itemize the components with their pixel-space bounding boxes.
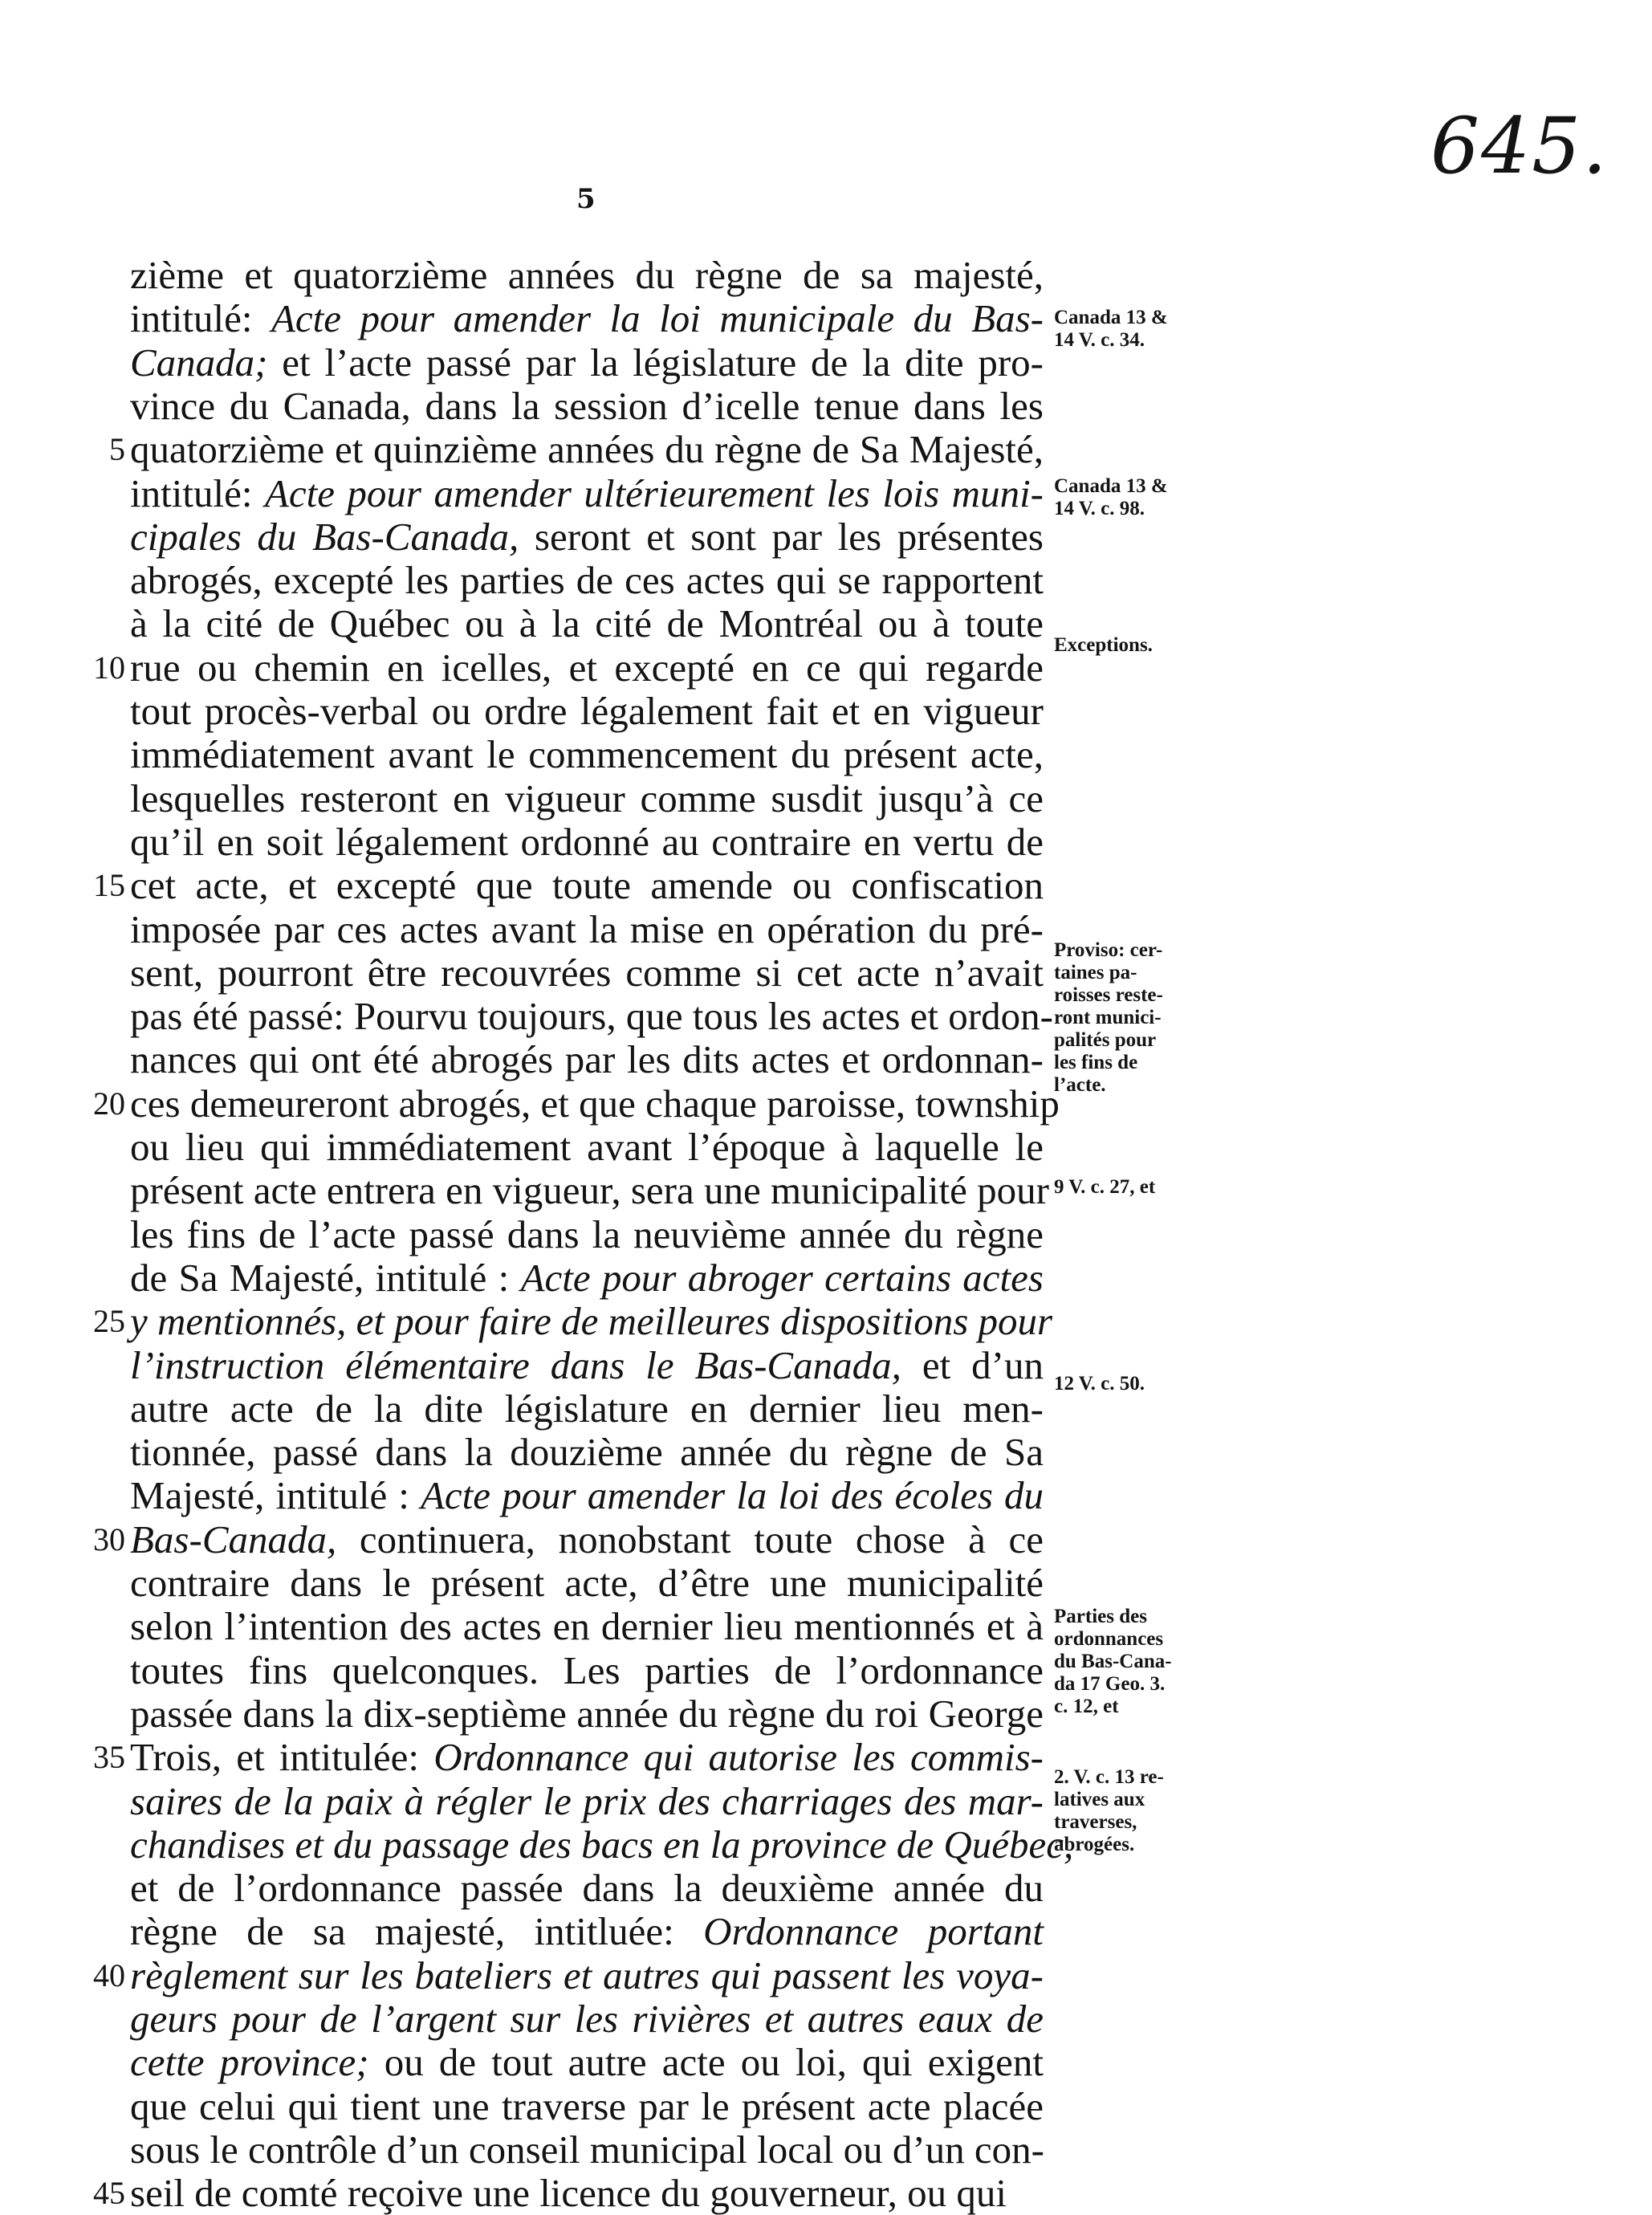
margin-note-line: taines pa-: [1054, 962, 1137, 983]
margin-note-line: traverses,: [1054, 1811, 1137, 1833]
text-line: intitulé: Acte pour amender la loi municipale du Bas-: [130, 296, 1044, 341]
text-line: que celui qui tient une traverse par le présent acte placée: [130, 2083, 1044, 2128]
margin-note-line: ront munici-: [1054, 1007, 1162, 1028]
text-line: Bas-Canada, continuera, nonobstant toute chose à ce: [130, 1517, 1044, 1561]
margin-note-line: abrogées.: [1054, 1834, 1135, 1855]
text-line: cipales du Bas-Canada, seront et sont par les présentes: [130, 514, 1044, 559]
margin-note-line: 2. V. c. 13 re-: [1054, 1766, 1164, 1788]
page-number: 5: [576, 183, 596, 215]
line-number: 25: [93, 1303, 125, 1340]
text-line: seil de comté reçoive une licence du gouverneur, ou qui: [130, 2171, 1007, 2215]
text-line: toutes fins quelconques. Les parties de l’ordonnance: [130, 1647, 1044, 1692]
text-line: autre acte de la dite législature en dernier lieu men-: [130, 1386, 1044, 1431]
margin-note: [1054, 1176, 1215, 1199]
margin-note-line: Proviso: cer-: [1054, 939, 1163, 961]
margin-note-line: Canada 13 &: [1054, 475, 1168, 497]
margin-note: [1054, 1373, 1215, 1395]
line-number: 20: [93, 1085, 125, 1122]
text-line: présent acte entrera en vigueur, sera une municipalité pour: [130, 1168, 1049, 1213]
text-line: qu’il en soit légalement ordonné au contraire en vertu de: [130, 819, 1044, 864]
text-line: cette province; ou de tout autre acte ou loi, qui exigent: [130, 2040, 1044, 2085]
margin-note-line: 14 V. c. 34.: [1054, 329, 1145, 351]
margin-note-line: ordonnances: [1054, 1628, 1164, 1650]
text-line: saires de la paix à régler le prix des charriages des mar-: [130, 1778, 1044, 1823]
margin-note-line: du Bas-Cana-: [1054, 1651, 1172, 1672]
line-number: 40: [93, 1956, 125, 1993]
text-line: geurs pour de l’argent sur les rivières et autres eaux de: [130, 1997, 1044, 2041]
margin-note-line: Parties des: [1054, 1606, 1147, 1627]
margin-note-line: les fins de: [1054, 1052, 1138, 1073]
margin-note: [1054, 1606, 1215, 1718]
text-line: imposée par ces actes avant la mise en opération du pré-: [130, 906, 1044, 951]
text-line: contraire dans le présent acte, d’être une municipalité: [130, 1561, 1044, 1605]
margin-note-line: 14 V. c. 98.: [1054, 498, 1145, 519]
text-line: lesquelles resteront en vigueur comme susdit jusqu’à ce: [130, 776, 1044, 820]
text-line: selon l’intention des actes en dernier lieu mentionnés et à: [130, 1604, 1044, 1649]
text-line: zième et quatorzième années du règne de sa majesté,: [130, 253, 1044, 297]
text-line: à la cité de Québec ou à la cité de Montréal ou à toute: [130, 601, 1044, 646]
text-line: vince du Canada, dans la session d’icelle tenue dans les: [130, 383, 1044, 428]
margin-note-line: c. 12, et: [1054, 1696, 1119, 1717]
text-line: de Sa Majesté, intitulé : Acte pour abroger certains actes: [130, 1255, 1044, 1300]
text-line: règne de sa majesté, intitluée: Ordonnance portant: [130, 1909, 1044, 1954]
margin-note-line: da 17 Geo. 3.: [1054, 1673, 1166, 1695]
text-line: immédiatement avant le commencement du présent acte,: [130, 732, 1044, 777]
margin-note: [1054, 1766, 1215, 1856]
line-number: 35: [93, 1739, 125, 1776]
margin-note-line: l’acte.: [1054, 1074, 1106, 1096]
margin-note-line: 9 V. c. 27, et: [1054, 1176, 1156, 1198]
line-number: 15: [93, 867, 125, 904]
text-line: l’instruction élémentaire dans le Bas-Canada, et d’un: [130, 1342, 1044, 1387]
text-line: nances qui ont été abrogés par les dits actes et ordonnan-: [130, 1037, 1044, 1082]
line-number: 30: [93, 1521, 125, 1557]
text-line: Majesté, intitulé : Acte pour amender la loi des écoles du: [130, 1473, 1044, 1518]
margin-note-line: 12 V. c. 50.: [1054, 1373, 1145, 1395]
text-line: pas été passé: Pourvu toujours, que tous les actes et ordon-: [130, 994, 1053, 1039]
text-line: abrogés, excepté les parties de ces actes qui se rapportent: [130, 558, 1044, 603]
text-line: Trois, et intitulée: Ordonnance qui autorise les commis-: [130, 1735, 1044, 1780]
text-line: tout procès-verbal ou ordre légalement fait et en vigueur: [130, 689, 1044, 733]
margin-note-line: roisses reste-: [1054, 984, 1163, 1006]
line-number: 10: [93, 649, 125, 686]
text-line: passée dans la dix-septième année du règne du roi George: [130, 1691, 1044, 1736]
text-line: sent, pourront être recouvrées comme si cet acte n’avait: [130, 950, 1044, 995]
text-line: y mentionnés, et pour faire de meilleures dispositions pour: [130, 1299, 1053, 1344]
text-line: ces demeureront abrogés, et que chaque paroisse, township: [130, 1081, 1060, 1126]
margin-note: [1054, 634, 1215, 657]
margin-note: [1054, 475, 1215, 520]
margin-note-line: Exceptions.: [1054, 634, 1153, 656]
text-line: tionnée, passé dans la douzième année du règne de Sa: [130, 1430, 1044, 1475]
text-line: chandises et du passage des bacs en la province de Québec,: [130, 1822, 1074, 1867]
text-line: intitulé: Acte pour amender ultérieurement les lois muni-: [130, 470, 1044, 515]
margin-note: [1054, 307, 1215, 352]
text-line: quatorzième et quinzième années du règne de Sa Majesté,: [130, 427, 1044, 472]
line-number: 5: [109, 431, 125, 468]
text-line: ou lieu qui immédiatement avant l’époque à laquelle le: [130, 1125, 1044, 1169]
text-line: Canada; et l’acte passé par la législature de la dite pro-: [130, 340, 1044, 385]
text-line: et de l’ordonnance passée dans la deuxième année du: [130, 1866, 1044, 1911]
handwritten-folio-number: 645.: [1430, 101, 1609, 191]
text-line: cet acte, et excepté que toute amende ou confiscation: [130, 863, 1044, 908]
text-line: rue ou chemin en icelles, et excepté en ce qui regarde: [130, 645, 1044, 690]
text-line: sous le contrôle d’un conseil municipal local ou d’un con-: [130, 2127, 1044, 2172]
line-number: 45: [93, 2175, 125, 2212]
text-line: les fins de l’acte passé dans la neuvième année du règne: [130, 1211, 1044, 1256]
margin-note: [1054, 939, 1215, 1097]
margin-note-line: Canada 13 &: [1054, 307, 1168, 328]
margin-note-line: latives aux: [1054, 1789, 1145, 1810]
text-line: règlement sur les bateliers et autres qui passent les voya-: [130, 1952, 1044, 1997]
margin-note-line: palités pour: [1054, 1029, 1157, 1051]
